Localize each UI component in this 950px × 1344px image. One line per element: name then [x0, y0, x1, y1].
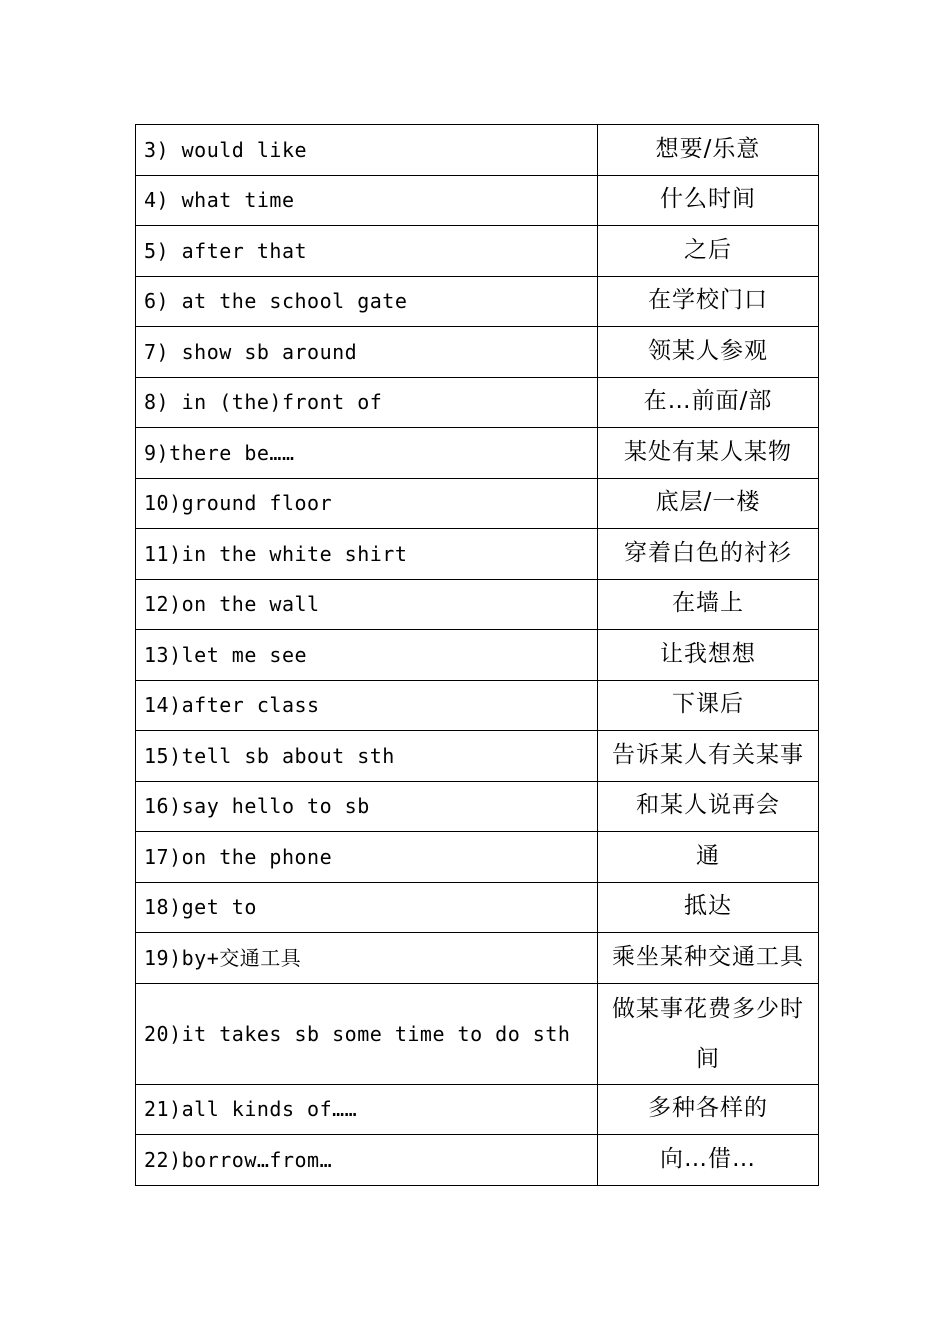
table-row [136, 327, 819, 378]
table-row [136, 1084, 819, 1135]
table-row [136, 933, 819, 984]
english-phrase: 15)tell sb about sth [136, 731, 598, 782]
table-row [136, 529, 819, 580]
chinese-meaning: 和某人说再会 [598, 781, 819, 832]
chinese-meaning: 什么时间 [598, 175, 819, 226]
chinese-meaning: 下课后 [598, 680, 819, 731]
table-row [136, 226, 819, 277]
chinese-meaning: 抵达 [598, 882, 819, 933]
english-phrase: 7) show sb around [136, 327, 598, 378]
table-row [136, 579, 819, 630]
chinese-meaning: 通 [598, 832, 819, 883]
chinese-meaning: 在墙上 [598, 579, 819, 630]
chinese-meaning: 底层/一楼 [598, 478, 819, 529]
table-row [136, 125, 819, 176]
vocabulary-table-body [136, 125, 819, 1186]
table-row [136, 478, 819, 529]
chinese-meaning: 某处有某人某物 [598, 428, 819, 479]
vocabulary-table [135, 124, 819, 1186]
table-row [136, 832, 819, 883]
english-phrase: 22)borrow…from… [136, 1135, 598, 1186]
english-phrase: 19)by+交通工具 [136, 933, 598, 984]
chinese-meaning: 领某人参观 [598, 327, 819, 378]
table-row [136, 983, 819, 1084]
english-phrase: 17)on the phone [136, 832, 598, 883]
chinese-meaning: 告诉某人有关某事 [598, 731, 819, 782]
chinese-meaning: 做某事花费多少时间 [598, 983, 819, 1084]
english-phrase: 20)it takes sb some time to do sth [136, 983, 598, 1084]
table-row [136, 377, 819, 428]
chinese-meaning: 穿着白色的衬衫 [598, 529, 819, 580]
table-row [136, 276, 819, 327]
english-phrase: 10)ground floor [136, 478, 598, 529]
english-phrase: 3) would like [136, 125, 598, 176]
table-row [136, 175, 819, 226]
english-phrase: 13)let me see [136, 630, 598, 681]
table-row [136, 428, 819, 479]
chinese-meaning: 向…借… [598, 1135, 819, 1186]
chinese-meaning: 乘坐某种交通工具 [598, 933, 819, 984]
chinese-meaning: 在…前面/部 [598, 377, 819, 428]
table-row [136, 731, 819, 782]
english-phrase: 18)get to [136, 882, 598, 933]
english-phrase: 21)all kinds of…… [136, 1084, 598, 1135]
english-phrase: 12)on the wall [136, 579, 598, 630]
english-phrase: 4) what time [136, 175, 598, 226]
english-phrase: 6) at the school gate [136, 276, 598, 327]
table-row [136, 1135, 819, 1186]
table-row [136, 882, 819, 933]
table-row [136, 680, 819, 731]
table-row [136, 630, 819, 681]
english-phrase: 11)in the white shirt [136, 529, 598, 580]
chinese-meaning: 想要/乐意 [598, 125, 819, 176]
chinese-meaning: 多种各样的 [598, 1084, 819, 1135]
english-phrase: 8) in (the)front of [136, 377, 598, 428]
english-phrase: 9)there be…… [136, 428, 598, 479]
english-phrase: 16)say hello to sb [136, 781, 598, 832]
chinese-meaning: 在学校门口 [598, 276, 819, 327]
english-phrase: 5) after that [136, 226, 598, 277]
english-phrase: 14)after class [136, 680, 598, 731]
chinese-meaning: 之后 [598, 226, 819, 277]
table-row [136, 781, 819, 832]
chinese-meaning: 让我想想 [598, 630, 819, 681]
